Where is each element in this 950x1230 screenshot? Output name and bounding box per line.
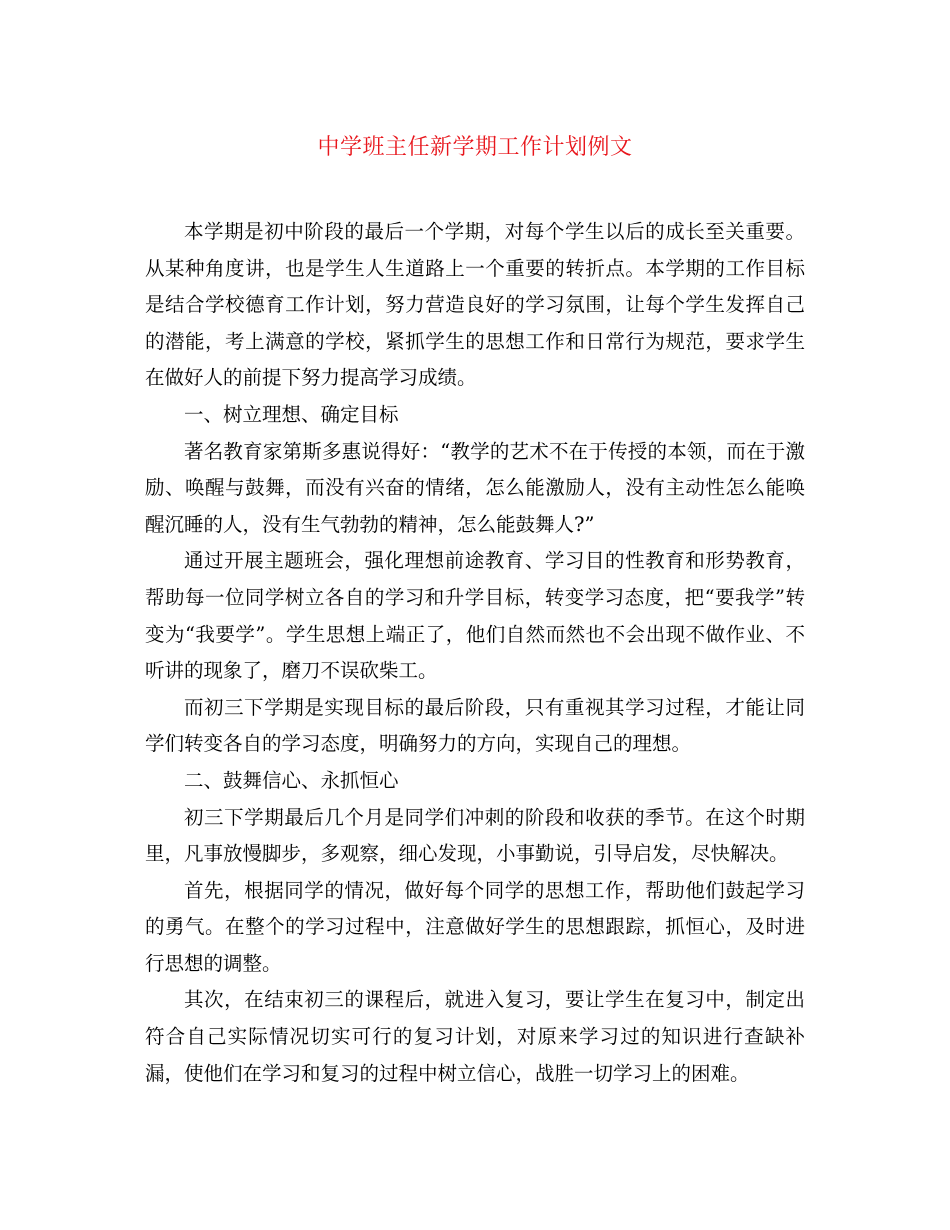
paragraph-final-stage: 而初三下学期是实现目标的最后阶段，只有重视其学习过程，才能让同学们转变各自的学习态度，明确努力的方向，实现自己的理想。 <box>145 695 805 756</box>
section-heading-2: 二、鼓舞信心、永抓恒心 <box>184 768 399 792</box>
section-heading-1: 一、树立理想、确定目标 <box>184 402 399 426</box>
paragraph-second: 其次，在结束初三的课程后，就进入复习，要让学生在复习中，制定出符合自己实际情况切实可行的复习计划，对原来学习过的知识进行查缺补漏，使他们在学习和复习的过程中树立信心，战胜一切学习上的困难。 <box>145 988 805 1085</box>
paragraph-first: 首先，根据同学的情况，做好每个同学的思想工作，帮助他们鼓起学习的勇气。在整个的学习过程中，注意做好学生的思想跟踪，抓恒心，及时进行思想的调整。 <box>145 878 805 975</box>
paragraph-class-meeting: 通过开展主题班会，强化理想前途教育、学习目的性教育和形势教育，帮助每一位同学树立各自的学习和升学目标，转变学习态度，把“要我学”转变为“我要学”。学生思想上端正了，他们自然而然也不会出现不做作业、不听讲的现象了，磨刀不误砍柴工。 <box>145 549 805 683</box>
document-title: 中学班主任新学期工作计划例文 <box>317 135 633 160</box>
paragraph-intro: 本学期是初中阶段的最后一个学期，对每个学生以后的成长至关重要。从某种角度讲，也是学生人生道路上一个重要的转折点。本学期的工作目标是结合学校德育工作计划，努力营造良好的学习氛围，让每个学生发挥自己的潜能，考上满意的学校，紧抓学生的思想工作和日常行为规范，要求学生在做好人的前提下努力提高学习成绩。 <box>145 220 805 390</box>
paragraph-sprint: 初三下学期最后几个月是同学们冲刺的阶段和收获的季节。在这个时期里，凡事放慢脚步，多观察，细心发现，小事勤说，引导启发，尽快解决。 <box>145 805 805 866</box>
paragraph-quote: 著名教育家第斯多惠说得好：“教学的艺术不在于传授的本领，而在于激励、唤醒与鼓舞，而没有兴奋的情绪，怎么能激励人，没有主动性怎么能唤醒沉睡的人，没有生气勃勃的精神，怎么能鼓舞人?” <box>145 439 805 536</box>
document-body <box>145 214 805 1092</box>
